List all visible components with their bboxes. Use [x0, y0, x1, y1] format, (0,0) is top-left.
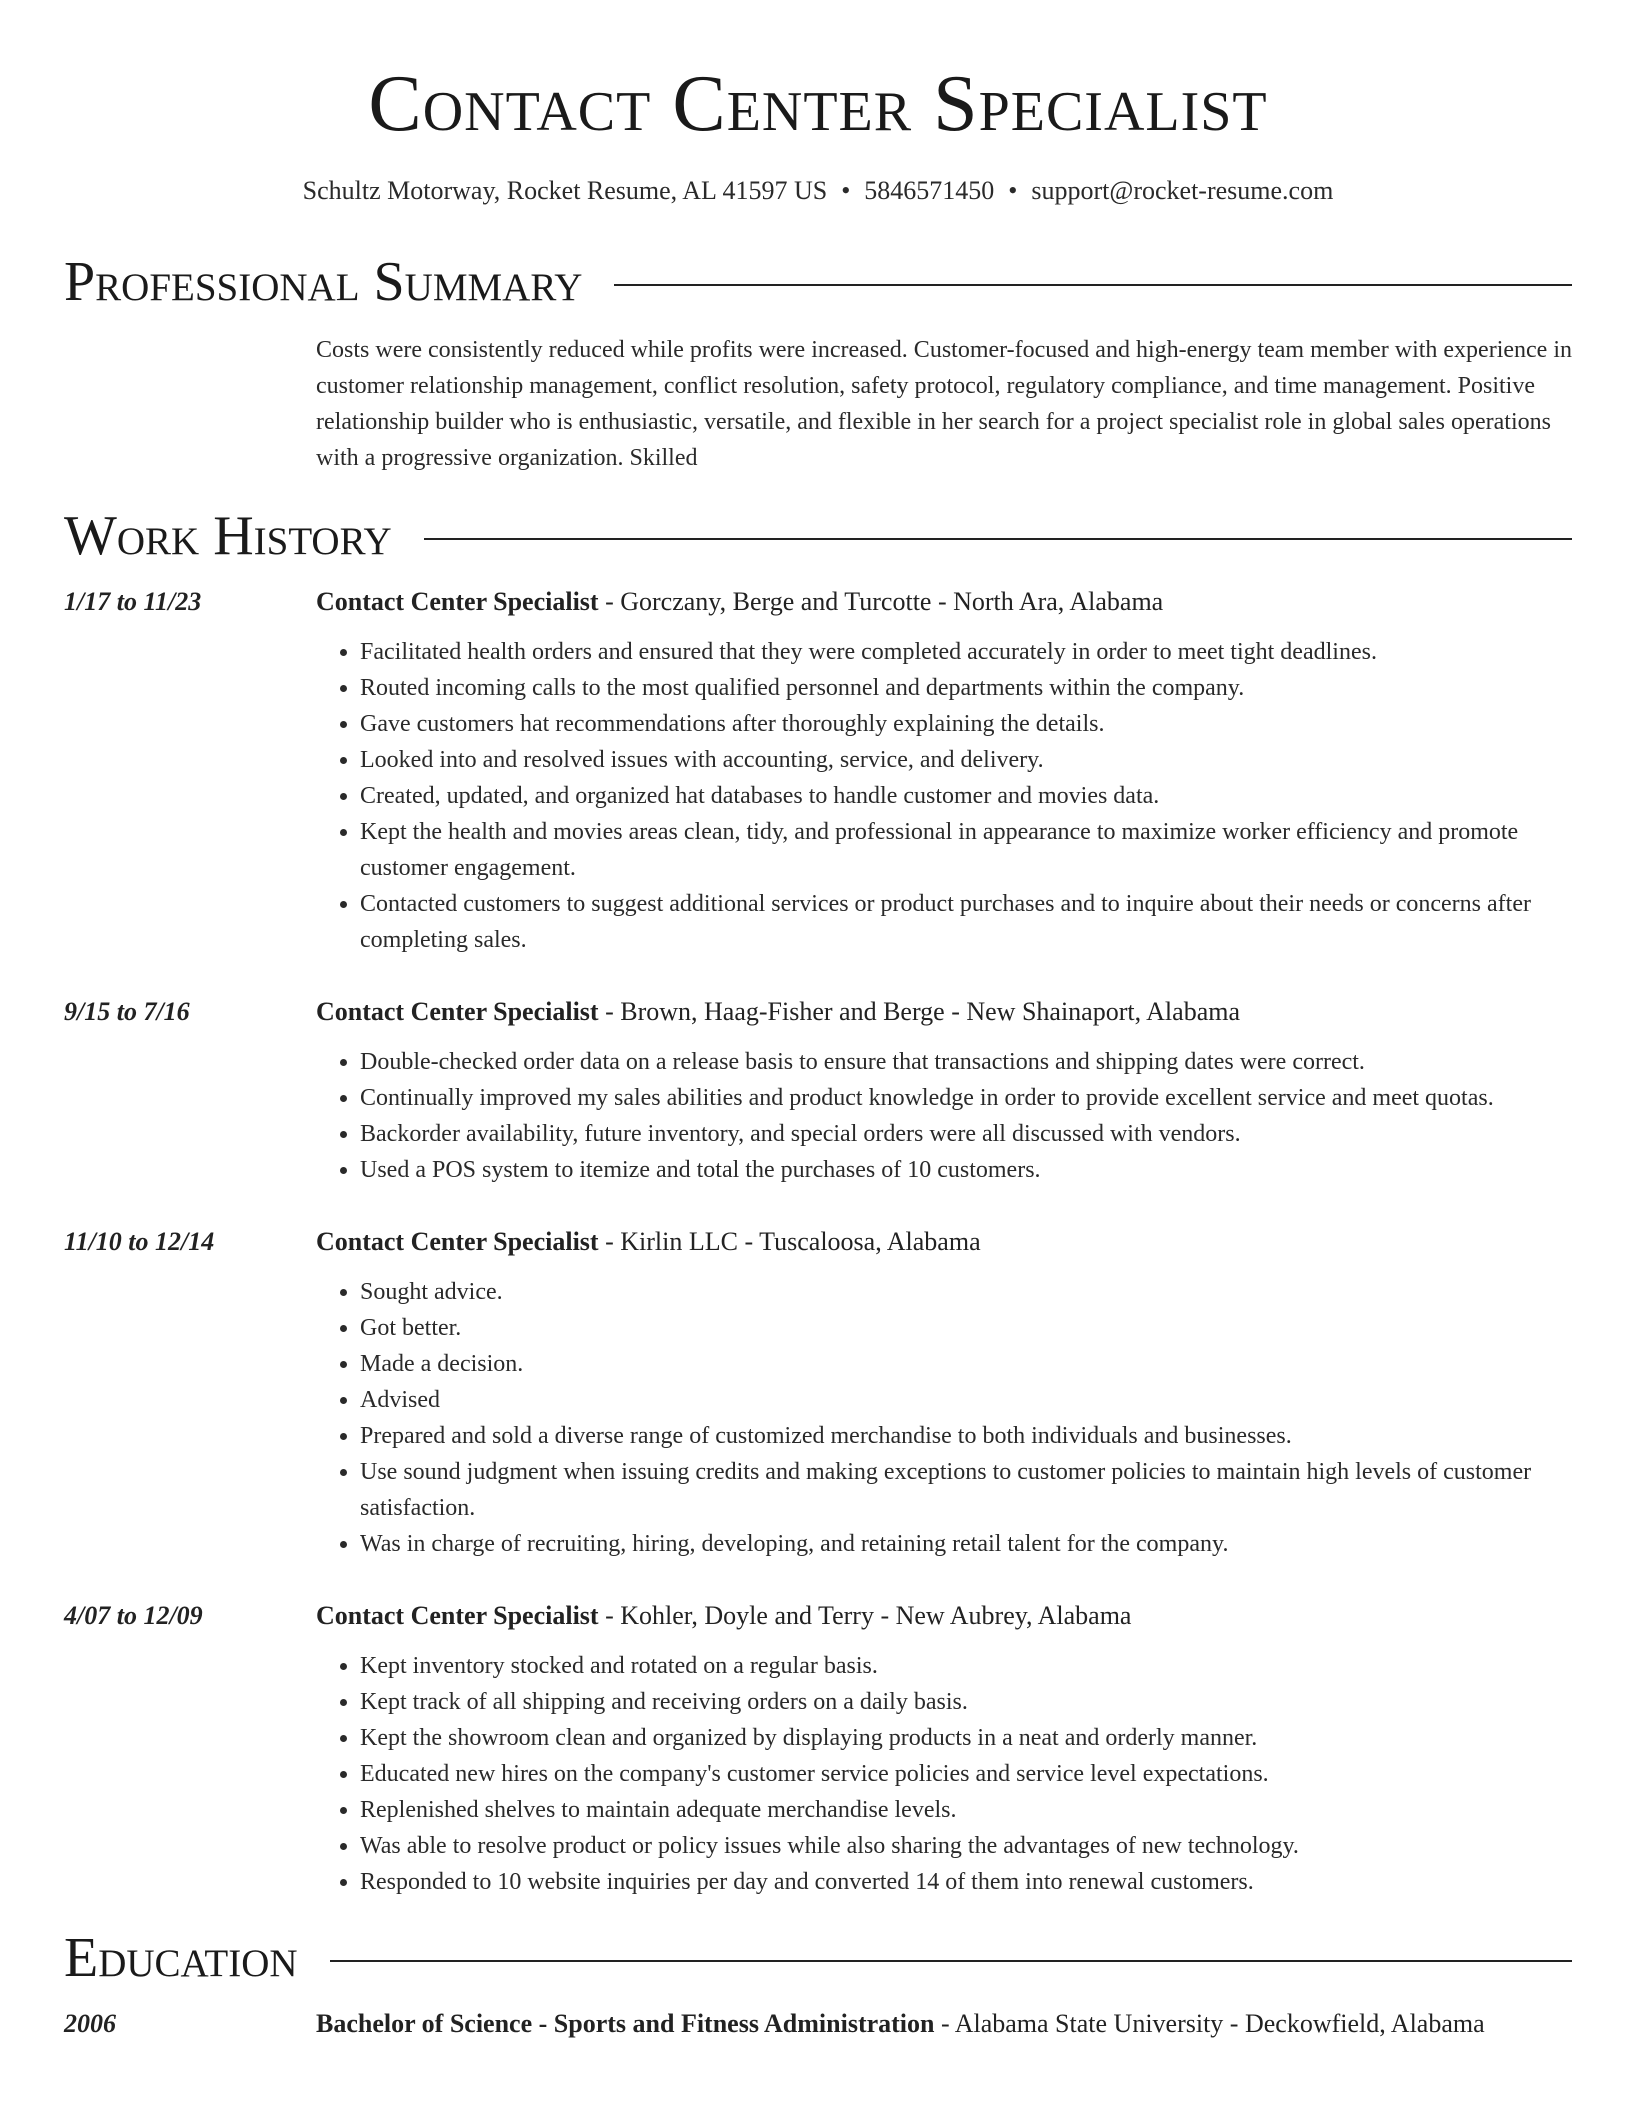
education-degree: Bachelor of Science - Sports and Fitness Administration [316, 2009, 935, 2038]
education-entry [64, 2006, 1572, 2042]
job-dates: 1/17 to 11/23 [64, 587, 202, 616]
job-bullet: • Kept track of all shipping and receiving orders on a daily basis. [360, 1684, 1572, 1720]
job-bullet: • Use sound judgment when issuing credits and making exceptions to customer policies to maintain high levels of customer satisfaction. [360, 1454, 1572, 1526]
job-dates: 9/15 to 7/16 [64, 997, 190, 1026]
work-history-list [64, 584, 1572, 1900]
education-section-header [64, 1926, 1572, 1990]
job-bullet: • Facilitated health orders and ensured that they were completed accurately in order to meet tight deadlines. [360, 634, 1572, 670]
job-title: Contact Center Specialist [316, 997, 599, 1026]
job-dates: 11/10 to 12/14 [64, 1227, 215, 1256]
job-details: - Brown, Haag-Fisher and Berge - New Shainaport, Alabama [598, 997, 1240, 1026]
job-bullet: • Routed incoming calls to the most qualified personnel and departments within the company. [360, 670, 1572, 706]
section-divider [330, 1960, 1572, 1962]
job-bullet: • Kept the showroom clean and organized by displaying products in a neat and orderly manner. [360, 1720, 1572, 1756]
job-entry [64, 994, 1572, 1188]
job-title: Contact Center Specialist [316, 1227, 599, 1256]
job-bullet: • Prepared and sold a diverse range of customized merchandise to both individuals and businesses. [360, 1418, 1572, 1454]
job-bullets [316, 1274, 1572, 1562]
job-heading [316, 994, 1572, 1030]
job-bullet: • Educated new hires on the company's customer service policies and service level expectations. [360, 1756, 1572, 1792]
job-body [316, 1598, 1572, 1900]
job-details: - Gorczany, Berge and Turcotte - North Ara, Alabama [598, 587, 1164, 616]
job-body [316, 584, 1572, 958]
job-bullets [316, 1044, 1572, 1188]
resume-page [64, 0, 1572, 2042]
job-bullet: • Advised [360, 1382, 1572, 1418]
job-bullet: • Continually improved my sales abilities and product knowledge in order to provide excellent service and meet quotas. [360, 1080, 1572, 1116]
job-heading [316, 1598, 1572, 1634]
job-title: Contact Center Specialist [316, 1601, 599, 1630]
job-bullet: • Looked into and resolved issues with accounting, service, and delivery. [360, 742, 1572, 778]
job-entry [64, 584, 1572, 958]
job-bullet: • Gave customers hat recommendations after thoroughly explaining the details. [360, 706, 1572, 742]
job-heading [316, 584, 1572, 620]
job-bullet: • Sought advice. [360, 1274, 1572, 1310]
summary-heading: Professional Summary [64, 251, 583, 313]
job-bullet: • Kept the health and movies areas clean, tidy, and professional in appearance to maximize worker efficiency and promote customer engagement. [360, 814, 1572, 886]
summary-section-header [64, 250, 1572, 314]
job-bullets [316, 1648, 1572, 1900]
work-history-heading: Work History [64, 505, 392, 567]
job-details: - Kohler, Doyle and Terry - New Aubrey, Alabama [598, 1601, 1132, 1630]
job-bullet: • Contacted customers to suggest additional services or product purchases and to inquire about their needs or concerns after completing sales. [360, 886, 1572, 958]
job-body [316, 1224, 1572, 1562]
job-bullet: • Replenished shelves to maintain adequate merchandise levels. [360, 1792, 1572, 1828]
job-bullets [316, 634, 1572, 958]
job-title: Contact Center Specialist [316, 587, 599, 616]
job-bullet: • Created, updated, and organized hat databases to handle customer and movies data. [360, 778, 1572, 814]
summary-text: Costs were consistently reduced while profits were increased. Customer-focused and high-energy team member with experience in customer relationship management, conflict resolution, safety protocol, regulatory compliance, and time management. Positive relationship builder who is enthusiastic, versatile, and flexible in her search for a project specialist role in global sales operations with a progressive organization. Skilled [316, 337, 1572, 471]
job-bullet: • Kept inventory stocked and rotated on a regular basis. [360, 1648, 1572, 1684]
contact-separator: • [1008, 176, 1018, 205]
contact-line [64, 174, 1572, 208]
job-bullet: • Backorder availability, future inventory, and special orders were all discussed with vendors. [360, 1116, 1572, 1152]
job-entry [64, 1598, 1572, 1900]
contact-address: Schultz Motorway, Rocket Resume, AL 41597 US [302, 176, 828, 205]
job-bullet: • Used a POS system to itemize and total the purchases of 10 customers. [360, 1152, 1572, 1188]
job-dates: 4/07 to 12/09 [64, 1601, 203, 1630]
job-bullet: • Got better. [360, 1310, 1572, 1346]
job-bullet: • Was able to resolve product or policy issues while also sharing the advantages of new technology. [360, 1828, 1572, 1864]
contact-phone: 5846571450 [864, 176, 995, 205]
section-divider [614, 284, 1572, 286]
education-details: - Alabama State University - Deckowfield, Alabama [934, 2009, 1485, 2038]
section-divider [424, 538, 1572, 540]
job-details: - Kirlin LLC - Tuscaloosa, Alabama [598, 1227, 981, 1256]
education-body [316, 2006, 1572, 2042]
job-entry [64, 1224, 1572, 1562]
education-heading: Education [64, 1927, 298, 1989]
work-history-section-header [64, 504, 1572, 568]
job-heading [316, 1224, 1572, 1260]
resume-title: Contact Center Specialist [368, 60, 1268, 148]
contact-email: support@rocket-resume.com [1031, 176, 1334, 205]
contact-separator: • [841, 176, 851, 205]
job-bullet: • Responded to 10 website inquiries per day and converted 14 of them into renewal customers. [360, 1864, 1572, 1900]
education-year: 2006 [64, 2009, 116, 2038]
job-bullet: • Was in charge of recruiting, hiring, developing, and retaining retail talent for the company. [360, 1526, 1572, 1562]
job-bullet: • Double-checked order data on a release basis to ensure that transactions and shipping dates were correct. [360, 1044, 1572, 1080]
job-bullet: • Made a decision. [360, 1346, 1572, 1382]
job-body [316, 994, 1572, 1188]
